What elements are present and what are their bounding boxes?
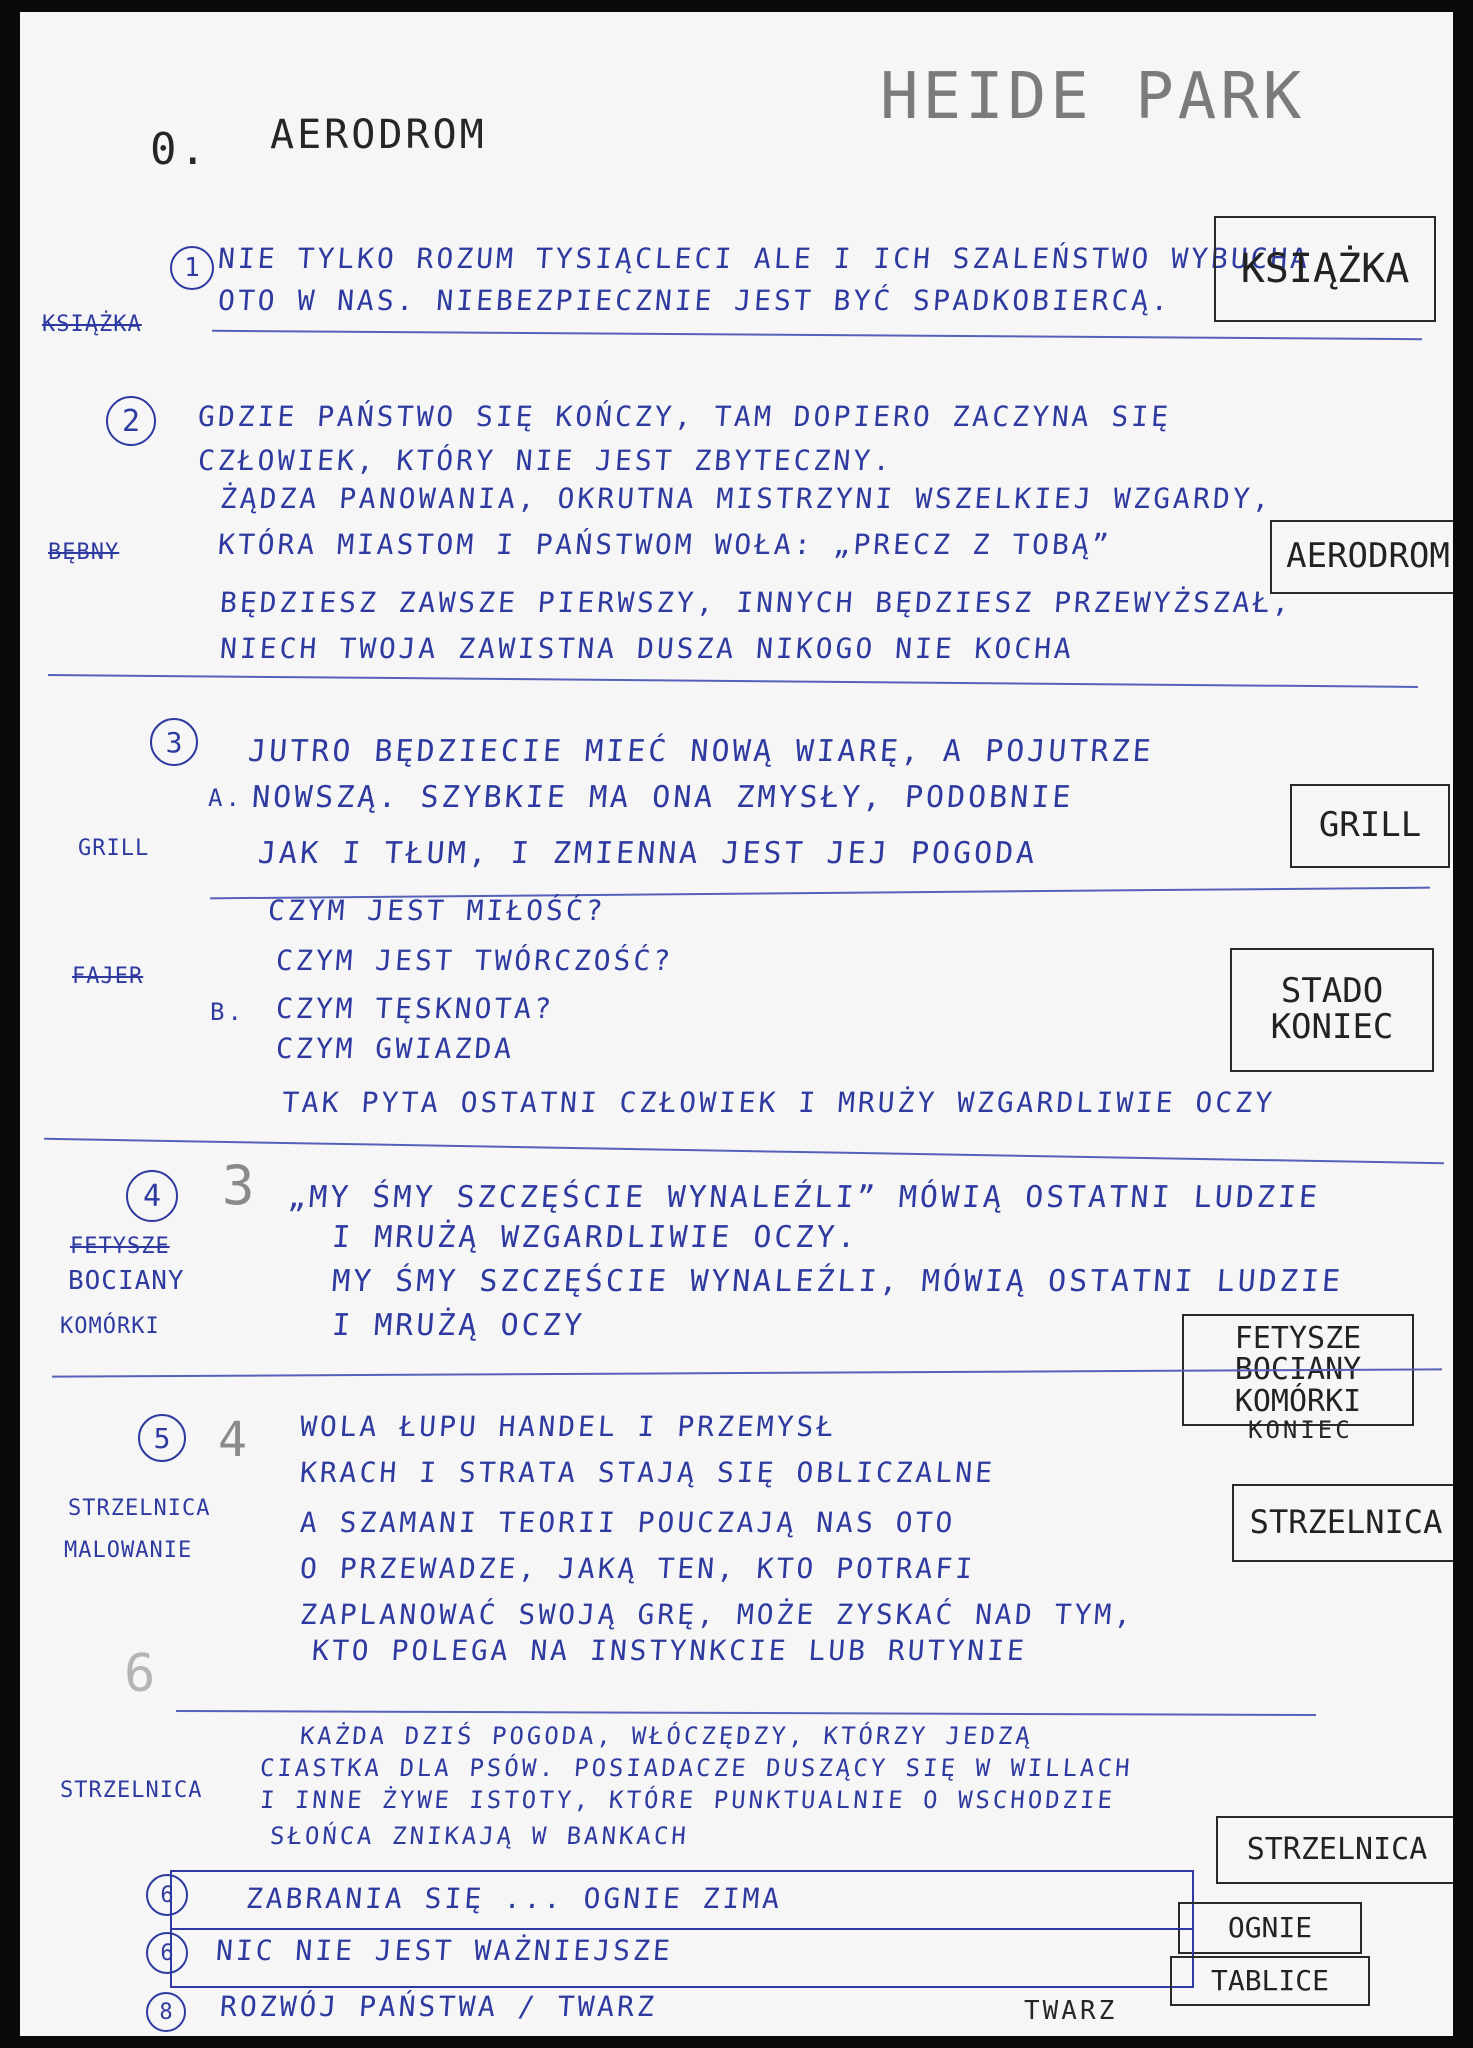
item-zero-marker: 0. (150, 124, 209, 175)
divider (176, 1710, 1316, 1716)
margin-note: KSIĄŻKA (42, 312, 142, 337)
section-5-line: A SZAMANI TEORII POUCZAJĄ NAS OTO (298, 1506, 957, 1539)
section-number-5: 5 (138, 1414, 186, 1462)
section-3-line: JUTRO BĘDZIECIE MIEĆ NOWĄ WIARĘ, A POJUTRZE (246, 734, 1155, 769)
section-4-line: I MRUŻĄ WZGARDLIWIE OCZY. (330, 1220, 860, 1255)
pencil-number: 3 (222, 1154, 258, 1217)
section-1-line: NIE TYLKO ROZUM TYSIĄCLECI ALE I ICH SZALEŃSTWO WYBUCHA (216, 242, 1312, 275)
box-label: KSIĄŻKA (1214, 216, 1436, 322)
pencil-title: HEIDE PARK (880, 60, 1306, 134)
section-3-line: JAK I TŁUM, I ZMIENNA JEST JEJ POGODA (256, 836, 1039, 871)
section-3b-line: CZYM JEST MIŁOŚĆ? (266, 894, 607, 927)
section-5-line: WOLA ŁUPU HANDEL I PRZEMYSŁ (298, 1410, 838, 1443)
margin-note: BĘBNY (48, 540, 120, 565)
margin-note: FETYSZE (70, 1234, 170, 1259)
divider (48, 674, 1418, 688)
section-2-line: KTÓRA MIASTOM I PAŃSTWOM WOŁA: „PRECZ Z TOBĄ” (216, 528, 1113, 561)
box-label: STRZELNICA (1216, 1816, 1453, 1884)
item-zero-label: AERODROM (270, 112, 487, 158)
section-2-line: ŻĄDZA PANOWANIA, OKRUTNA MISTRZYNI WSZELKIEJ WZGARDY, (218, 482, 1274, 515)
footer-after-label: TWARZ (1024, 1996, 1118, 2026)
section-4-line: I MRUŻĄ OCZY (330, 1308, 586, 1343)
section-4-line: „MY ŚMY SZCZĘŚCIE WYNALEŹLI” MÓWIĄ OSTATNI LUDZIE (286, 1180, 1322, 1215)
section-5-line: KRACH I STRATA STAJĄ SIĘ OBLICZALNE (298, 1456, 997, 1489)
footer-text: NIC NIE JEST WAŻNIEJSZE (214, 1934, 674, 1967)
box-label: FETYSZE BOCIANY KOMÓRKI (1182, 1314, 1414, 1426)
margin-note: KOMÓRKI (60, 1314, 160, 1339)
section-6-line: I INNE ŻYWE ISTOTY, KTÓRE PUNKTUALNIE O WSCHODZIE (259, 1786, 1116, 1814)
section-3b-line: CZYM GWIAZDA (274, 1032, 516, 1065)
section-3b-line: CZYM JEST TWÓRCZOŚĆ? (274, 944, 675, 977)
box-label: OGNIE (1178, 1902, 1362, 1954)
manuscript-page (20, 12, 1453, 2036)
box-label: TABLICE (1170, 1956, 1370, 2006)
section-6-line: KAŻDA DZIŚ POGODA, WŁÓCZĘDZY, KTÓRZY JEDZĄ (299, 1722, 1034, 1750)
section-3-line: NOWSZĄ. SZYBKIE MA ONA ZMYSŁY, PODOBNIE (250, 780, 1075, 815)
section-3-sub-a: A. (208, 784, 243, 812)
margin-note: FAJER (72, 964, 144, 989)
box-label: GRILL (1290, 784, 1450, 868)
footer-number: 8 (146, 1992, 186, 2032)
section-6-line: SŁOŃCA ZNIKAJĄ W BANKACH (269, 1822, 690, 1850)
section-3b-line: CZYM TĘSKNOTA? (274, 992, 556, 1025)
section-number-4: 4 (126, 1170, 178, 1222)
section-number-3: 3 (150, 718, 198, 766)
section-1-line: OTO W NAS. NIEBEZPIECZNIE JEST BYĆ SPADKOBIERCĄ. (216, 284, 1173, 317)
section-5-line: O PRZEWADZE, JAKĄ TEN, KTO POTRAFI (298, 1552, 977, 1585)
footer-text: ZABRANIA SIĘ ... OGNIE ZIMA (244, 1882, 784, 1915)
section-2-line: BĘDZIESZ ZAWSZE PIERWSZY, INNYCH BĘDZIESZ PRZEWYŻSZAŁ, (218, 586, 1294, 619)
section-4-line: MY ŚMY SZCZĘŚCIE WYNALEŹLI, MÓWIĄ OSTATNI LUDZIE (330, 1264, 1345, 1299)
margin-note: BOCIANY (68, 1266, 185, 1296)
box-label: STRZELNICA (1232, 1484, 1453, 1562)
section-3-sub-b: B. (210, 998, 245, 1026)
pencil-number: 6 (124, 1644, 159, 1704)
box-after-label: KONIEC (1248, 1416, 1353, 1444)
section-number-1: 1 (170, 246, 214, 290)
section-5-line: ZAPLANOWAĆ SWOJĄ GRĘ, MOŻE ZYSKAĆ NAD TYM, (298, 1598, 1136, 1631)
divider (212, 330, 1422, 340)
section-2-line: CZŁOWIEK, KTÓRY NIE JEST ZBYTECZNY. (196, 444, 895, 477)
footer-text: ROZWÓJ PAŃSTWA / TWARZ (218, 1990, 659, 2023)
margin-note: STRZELNICA (60, 1778, 203, 1803)
section-3b-line: TAK PYTA OSTATNI CZŁOWIEK I MRUŻY WZGARDLIWIE OCZY (280, 1086, 1277, 1119)
section-number-2: 2 (106, 396, 156, 446)
section-6-line: CIASTKA DLA PSÓW. POSIADACZE DUSZĄCY SIĘ W WILLACH (259, 1754, 1134, 1782)
section-2-line: GDZIE PAŃSTWO SIĘ KOŃCZY, TAM DOPIERO ZACZYNA SIĘ (196, 400, 1173, 433)
margin-note: STRZELNICA (68, 1496, 211, 1521)
section-2-line: NIECH TWOJA ZAWISTNA DUSZA NIKOGO NIE KOCHA (218, 632, 1076, 665)
footer-number: 6 (146, 1874, 188, 1916)
box-label: AERODROM (1270, 520, 1453, 594)
margin-note: MALOWANIE (64, 1538, 193, 1563)
margin-note: GRILL (78, 836, 150, 861)
footer-number: 6 (146, 1932, 188, 1974)
box-label: STADO KONIEC (1230, 948, 1434, 1072)
pencil-number: 4 (218, 1412, 250, 1468)
section-5-line: KTO POLEGA NA INSTYNKCIE LUB RUTYNIE (310, 1634, 1029, 1667)
